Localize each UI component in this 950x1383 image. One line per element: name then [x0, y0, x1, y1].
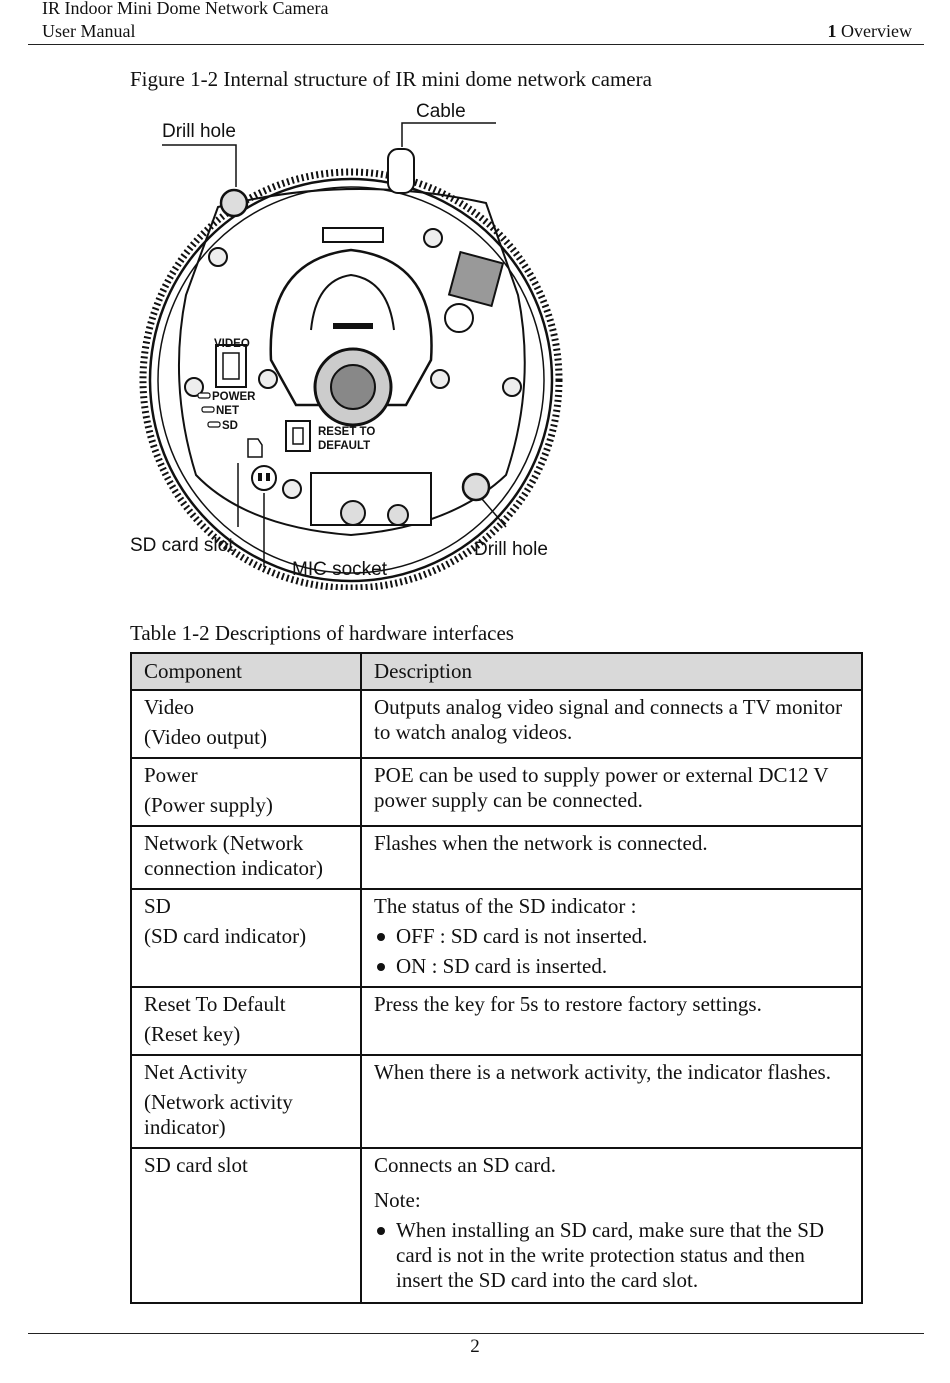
component-cell: Video (Video output): [131, 690, 361, 758]
component-cell: SD (SD card indicator): [131, 889, 361, 987]
column-header-component: Component: [131, 653, 361, 690]
cable-notch: [388, 149, 414, 193]
callout-drill-hole-top: Drill hole: [162, 121, 236, 142]
description-cell: Press the key for 5s to restore factory settings.: [361, 987, 862, 1055]
table-row: [131, 889, 862, 987]
board-label-reset-2: DEFAULT: [318, 440, 371, 452]
table-row: [131, 1055, 862, 1148]
table-row: [131, 690, 862, 758]
bottom-jack: [388, 505, 408, 525]
drill-hole-icon: [463, 474, 489, 500]
column-header-description: Description: [361, 653, 862, 690]
table-row: [131, 987, 862, 1055]
lens-inner: [331, 365, 375, 409]
sensor-round: [445, 304, 473, 332]
bottom-connectors: [311, 473, 431, 525]
callout-mic-socket: MIC socket: [292, 559, 388, 580]
figure-caption: Figure 1-2 Internal structure of IR mini dome network camera: [130, 67, 652, 91]
camera-structure-figure: [126, 95, 576, 590]
table-row: [131, 1148, 862, 1303]
table-caption: Table 1-2 Descriptions of hardware interfaces: [130, 621, 514, 645]
bullet-item: When installing an SD card, make sure that the SD card is not in the write protection status and then insert the SD card into the card slot.: [374, 1218, 849, 1293]
table-row: [131, 826, 862, 889]
doc-title: IR Indoor Mini Dome Network Camera: [42, 0, 329, 18]
bullet-item: OFF : SD card is not inserted.: [374, 924, 849, 949]
bottom-jack: [341, 501, 365, 525]
table-header-row: [131, 653, 862, 690]
description-cell: POE can be used to supply power or external DC12 V power supply can be connected.: [361, 758, 862, 826]
ir-window: [333, 323, 373, 329]
sensor-block: [449, 252, 503, 306]
reset-button: [286, 421, 310, 451]
note-label: Note:: [374, 1188, 421, 1212]
chapter-title: Overview: [841, 21, 912, 41]
board-label-net: NET: [216, 405, 239, 417]
sd-card-icon: [248, 439, 262, 457]
description-cell: Outputs analog video signal and connects a TV monitor to watch analog videos.: [361, 690, 862, 758]
board-label-power: POWER: [212, 391, 256, 403]
header-rule: [28, 44, 924, 45]
camera-diagram: [126, 95, 576, 590]
component-cell: SD card slot: [131, 1148, 361, 1303]
callout-drill-hole-bottom: Drill hole: [474, 539, 548, 560]
drill-hole-icon: [221, 190, 247, 216]
description-cell: The status of the SD indicator : OFF : SD card is not inserted. ON : SD card is inserted.: [361, 889, 862, 987]
description-cell: Connects an SD card. Note: When installing an SD card, make sure that the SD card is not in the write protection status and then insert the SD card into the card slot.: [361, 1148, 862, 1303]
board-label-reset-1: RESET TO: [318, 426, 376, 438]
top-clip: [323, 228, 383, 242]
video-connector: [216, 345, 246, 387]
doc-subtitle: User Manual: [42, 21, 136, 41]
page-number: 2: [470, 1336, 480, 1357]
component-cell: Network (Network connection indicator): [131, 826, 361, 889]
board-label-sd: SD: [222, 420, 238, 432]
component-cell: Reset To Default (Reset key): [131, 987, 361, 1055]
chapter-number: 1: [827, 21, 837, 41]
callout-cable: Cable: [416, 101, 466, 122]
component-cell: Net Activity (Network activity indicator): [131, 1055, 361, 1148]
chapter-header: [828, 21, 912, 42]
table-row: [131, 758, 862, 826]
footer-rule: [28, 1333, 924, 1334]
board-label-video: VIDEO: [214, 338, 250, 350]
mic-socket-icon: [252, 466, 276, 490]
hardware-interfaces-table: [130, 652, 863, 1304]
description-cell: When there is a network activity, the indicator flashes.: [361, 1055, 862, 1148]
bullet-item: ON : SD card is inserted.: [374, 954, 849, 979]
callout-sd-card-slot: SD card slot: [130, 535, 234, 556]
description-cell: Flashes when the network is connected.: [361, 826, 862, 889]
component-cell: Power (Power supply): [131, 758, 361, 826]
